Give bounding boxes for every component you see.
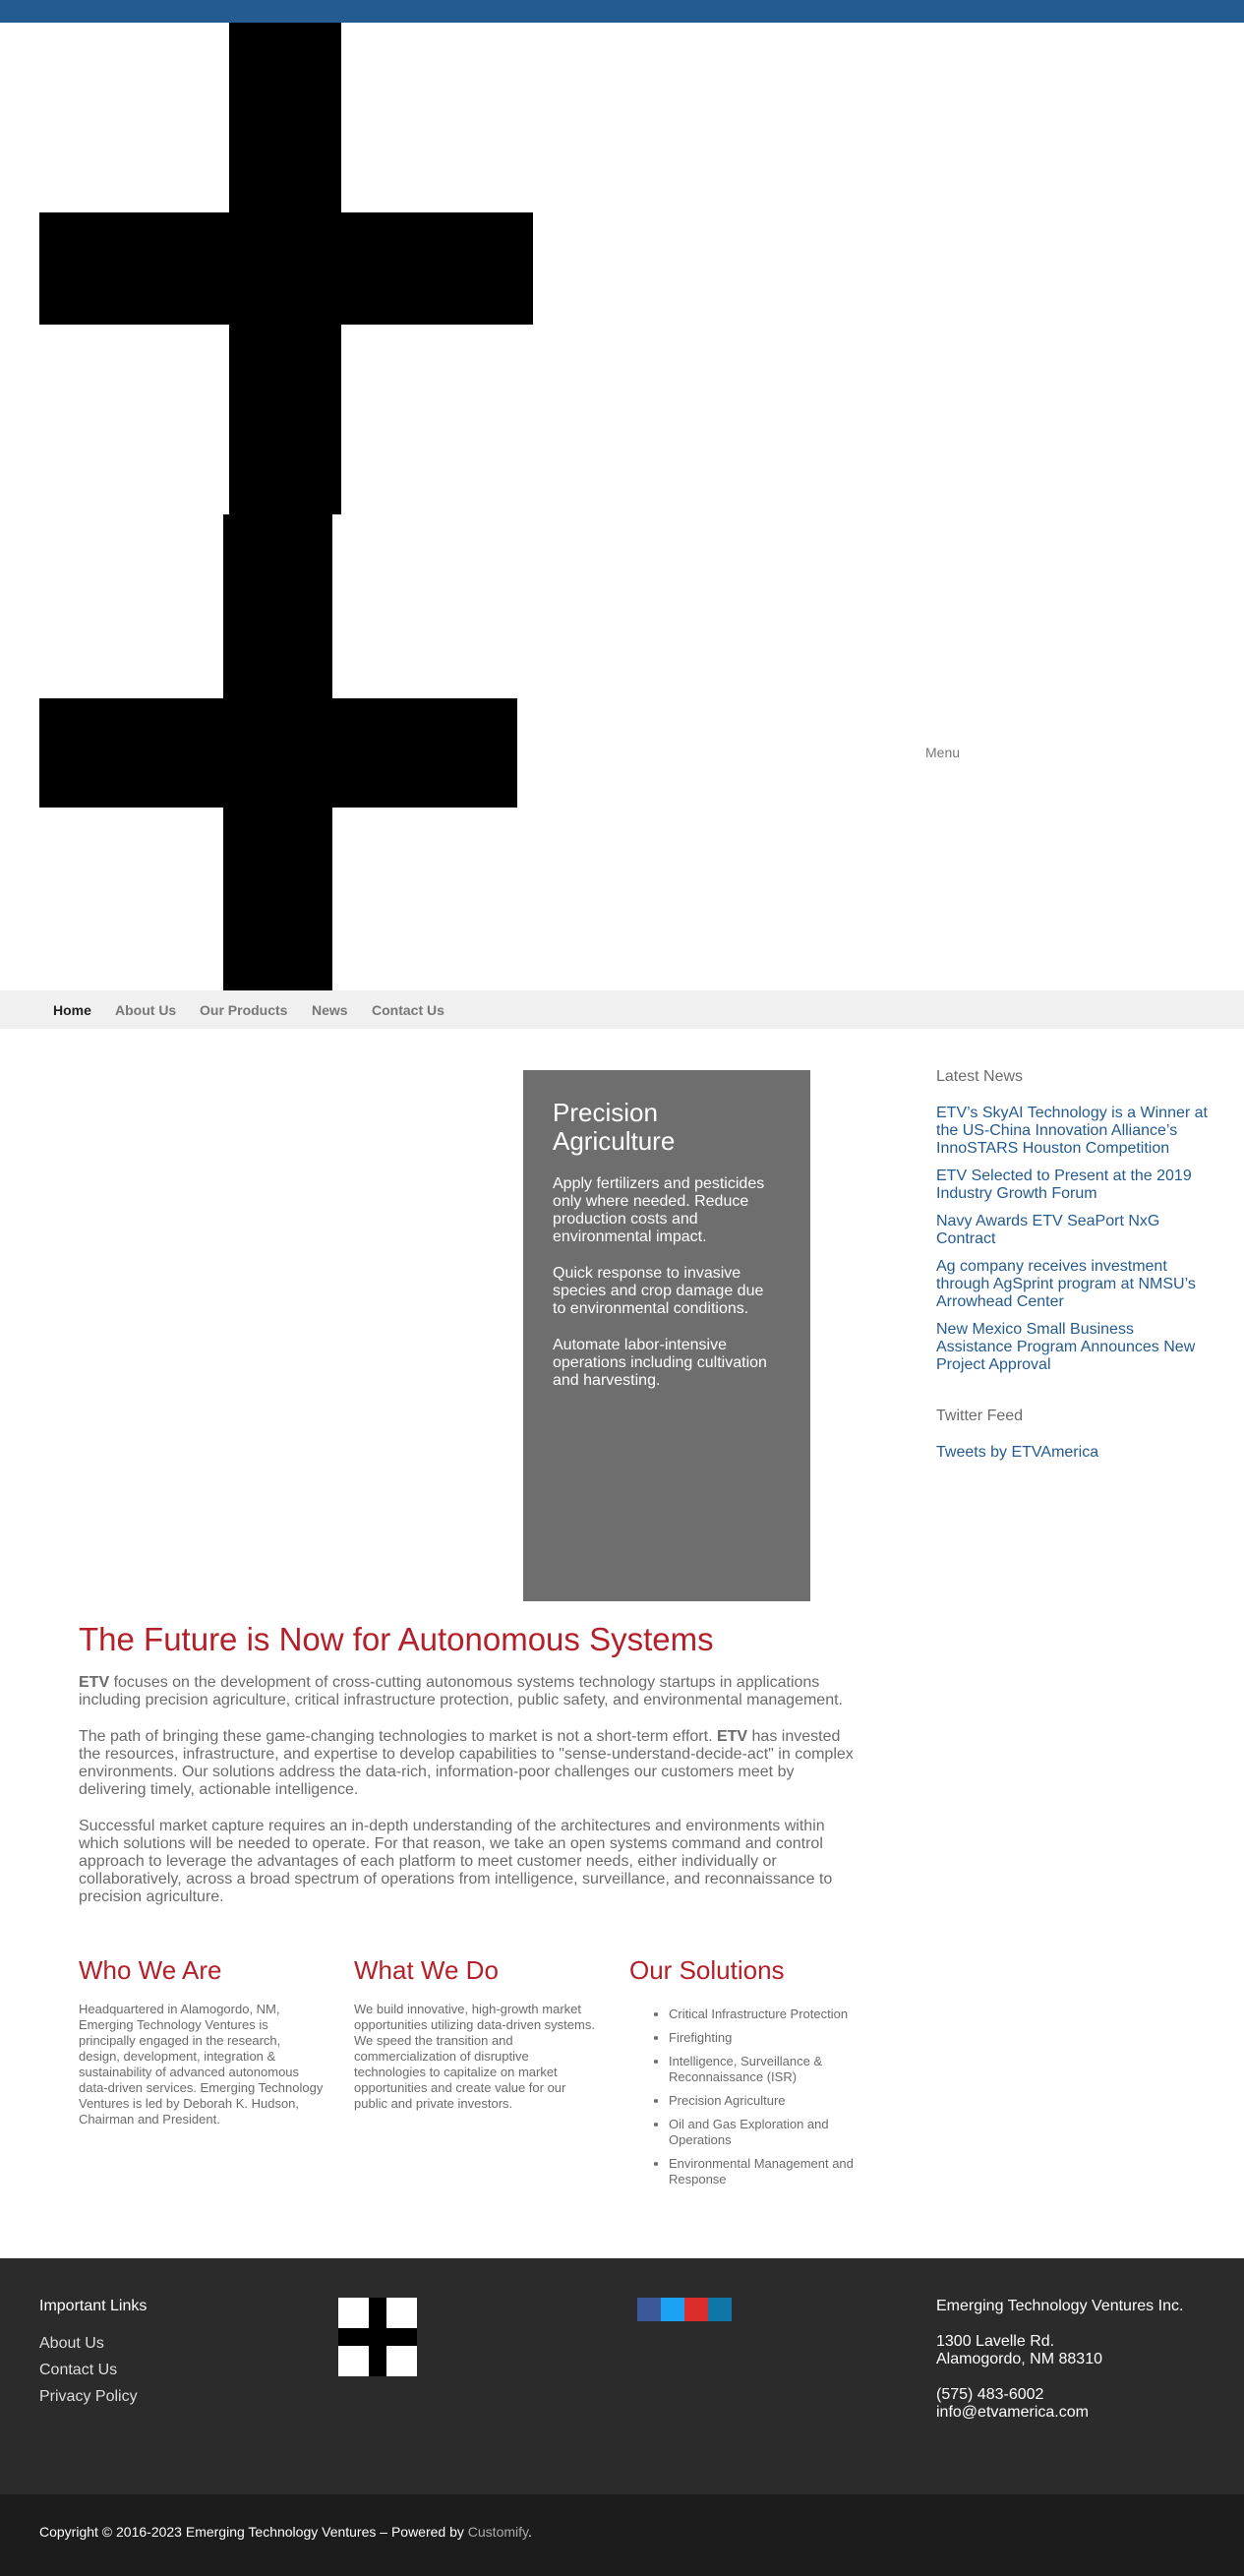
placeholder-horizontal bbox=[338, 2328, 417, 2346]
promo-paragraph: Quick response to invasive species and crop damage due to environmental conditions. bbox=[553, 1265, 764, 1317]
copyright-label: Copyright © 2016-2023 Emerging Technology Ventures – Powered by bbox=[39, 2524, 468, 2540]
address bbox=[936, 2333, 1183, 2368]
sidebar bbox=[936, 1068, 1212, 1462]
site-logo-secondary[interactable] bbox=[39, 514, 517, 990]
intro-paragraph bbox=[79, 1674, 865, 1709]
what-we-do-title: What We Do bbox=[354, 1955, 499, 1985]
promo-paragraph: Automate labor-intensive operations including cultivation and harvesting. bbox=[553, 1337, 767, 1389]
who-we-are-section bbox=[79, 1955, 325, 2127]
facebook-icon[interactable] bbox=[637, 2298, 661, 2321]
nav-item-news[interactable]: News bbox=[312, 1002, 348, 1018]
email-address[interactable]: info@etvamerica.com bbox=[936, 2404, 1089, 2421]
important-links bbox=[39, 2298, 147, 2406]
copyright-bar bbox=[0, 2494, 1244, 2576]
promo-paragraph: Apply fertilizers and pesticides only where needed. Reduce production costs and environmental impact. bbox=[553, 1175, 765, 1245]
phone-number[interactable]: (575) 483-6002 bbox=[936, 2386, 1044, 2403]
copyright-period: . bbox=[527, 2524, 532, 2540]
nav-item-our-products[interactable]: Our Products bbox=[200, 1002, 288, 1018]
main-navigation bbox=[0, 990, 1244, 1029]
list-item: • Precision Agriculture bbox=[669, 2093, 875, 2109]
promo-panel bbox=[523, 1070, 810, 1601]
news-link[interactable]: ETV’s SkyAI Technology is a Winner at the US-China Innovation Alliance’s InnoSTARS Houston Competition bbox=[936, 1105, 1208, 1157]
social-links bbox=[637, 2298, 732, 2321]
list-item: • Oil and Gas Exploration and Operations bbox=[669, 2117, 875, 2148]
footer bbox=[0, 2258, 1244, 2494]
logo-placeholder-horizontal bbox=[39, 212, 533, 325]
intro-paragraph: Successful market capture requires an in-depth understanding of the architectures and environments within which solutions will be needed to operate. For that reason, we take an open systems command and control approach to leverage the advantages of each platform to meet customer needs, either individually or collaboratively, across a broad spectrum of operations from intelligence, surveillance, and reconnaissance to precision agriculture. bbox=[79, 1818, 833, 1905]
logo-placeholder-horizontal bbox=[39, 698, 517, 808]
customify-link[interactable]: Customify bbox=[467, 2524, 528, 2540]
twitter-icon[interactable] bbox=[661, 2298, 684, 2321]
google-plus-icon[interactable] bbox=[684, 2298, 708, 2321]
our-solutions-title: Our Solutions bbox=[629, 1955, 785, 1985]
page-title: The Future is Now for Autonomous Systems bbox=[79, 1621, 714, 1657]
who-we-are-text: Headquartered in Alamogordo, NM, Emerging Technology Ventures is principally engaged in the research, design, development, integration & sustainability of advanced autonomous data-driven services. Emerging Technology Ventures is led by Deborah K. Hudson, Chairman and President. bbox=[79, 2002, 324, 2127]
top-bar bbox=[0, 0, 1244, 23]
brand-name: ETV bbox=[79, 1674, 110, 1691]
nav-item-about-us[interactable]: About Us bbox=[115, 1002, 177, 1018]
contact-info bbox=[936, 2298, 1183, 2422]
news-list bbox=[936, 1105, 1212, 1374]
address-line: Alamogordo, NM 88310 bbox=[936, 2351, 1102, 2367]
list-item: • Intelligence, Surveillance & Reconnaissance (ISR) bbox=[669, 2054, 875, 2085]
latest-news-title: Latest News bbox=[936, 1068, 1024, 1085]
linkedin-icon[interactable] bbox=[708, 2298, 732, 2321]
main-content bbox=[79, 1621, 865, 1925]
important-links-title: Important Links bbox=[39, 2298, 148, 2314]
copyright-text bbox=[39, 2524, 532, 2540]
what-we-do-text: We build innovative, high-growth market opportunities utilizing data-driven systems. We speed the transition and commercialization of disruptive technologies to capitalize on market opportunities and create value for our public and private investors. bbox=[354, 2002, 595, 2111]
promo-title: Precision Agriculture bbox=[553, 1098, 676, 1156]
news-link[interactable]: ETV Selected to Present at the 2019 Industry Growth Forum bbox=[936, 1168, 1192, 1202]
brand-name: ETV bbox=[716, 1728, 748, 1745]
news-link[interactable]: Ag company receives investment through AgSprint program at NMSU’s Arrowhead Center bbox=[936, 1258, 1196, 1310]
news-link[interactable]: New Mexico Small Business Assistance Program Announces New Project Approval bbox=[936, 1321, 1196, 1373]
footer-link-contact-us[interactable]: Contact Us bbox=[39, 2362, 118, 2378]
list-item: • Firefighting bbox=[669, 2030, 875, 2046]
footer-image-placeholder bbox=[338, 2298, 417, 2376]
list-item: • Critical Infrastructure Protection bbox=[669, 2007, 875, 2022]
paragraph-text: has invested the resources, infrastructure, and expertise to develop capabilities to "sense-understand-decide-act" in complex environments. Our solutions address the data-rich, information-poor challenges our customers meet by delivering timely, actionable intelligence. bbox=[79, 1728, 854, 1798]
footer-link-about-us[interactable]: About Us bbox=[39, 2335, 104, 2352]
solutions-list bbox=[629, 2007, 875, 2187]
company-name: Emerging Technology Ventures Inc. bbox=[936, 2298, 1184, 2314]
news-link[interactable]: Navy Awards ETV SeaPort NxG Contract bbox=[936, 1213, 1160, 1247]
what-we-do-section bbox=[354, 1955, 595, 2112]
footer-link-privacy-policy[interactable]: Privacy Policy bbox=[39, 2388, 138, 2405]
twitter-feed-link[interactable]: Tweets by ETVAmerica bbox=[936, 1444, 1099, 1461]
who-we-are-title: Who We Are bbox=[79, 1955, 222, 1985]
our-solutions-section bbox=[629, 1955, 875, 2195]
paragraph-text: The path of bringing these game-changing technologies to market is not a short-term effort. bbox=[79, 1728, 717, 1745]
intro-paragraph bbox=[79, 1728, 865, 1799]
contact-details bbox=[936, 2386, 1183, 2422]
nav-item-contact-us[interactable]: Contact Us bbox=[372, 1002, 444, 1018]
menu-toggle-button[interactable]: Menu bbox=[925, 745, 961, 760]
address-line: 1300 Lavelle Rd. bbox=[936, 2333, 1055, 2350]
nav-item-home[interactable]: Home bbox=[53, 1002, 91, 1018]
paragraph-text: focuses on the development of cross-cutting autonomous systems technology startups in applications including precision agriculture, critical infrastructure protection, public safety, and environmental management. bbox=[79, 1674, 843, 1708]
site-logo[interactable] bbox=[39, 23, 533, 514]
twitter-feed-title: Twitter Feed bbox=[936, 1408, 1024, 1424]
list-item: • Environmental Management and Response bbox=[669, 2156, 875, 2187]
